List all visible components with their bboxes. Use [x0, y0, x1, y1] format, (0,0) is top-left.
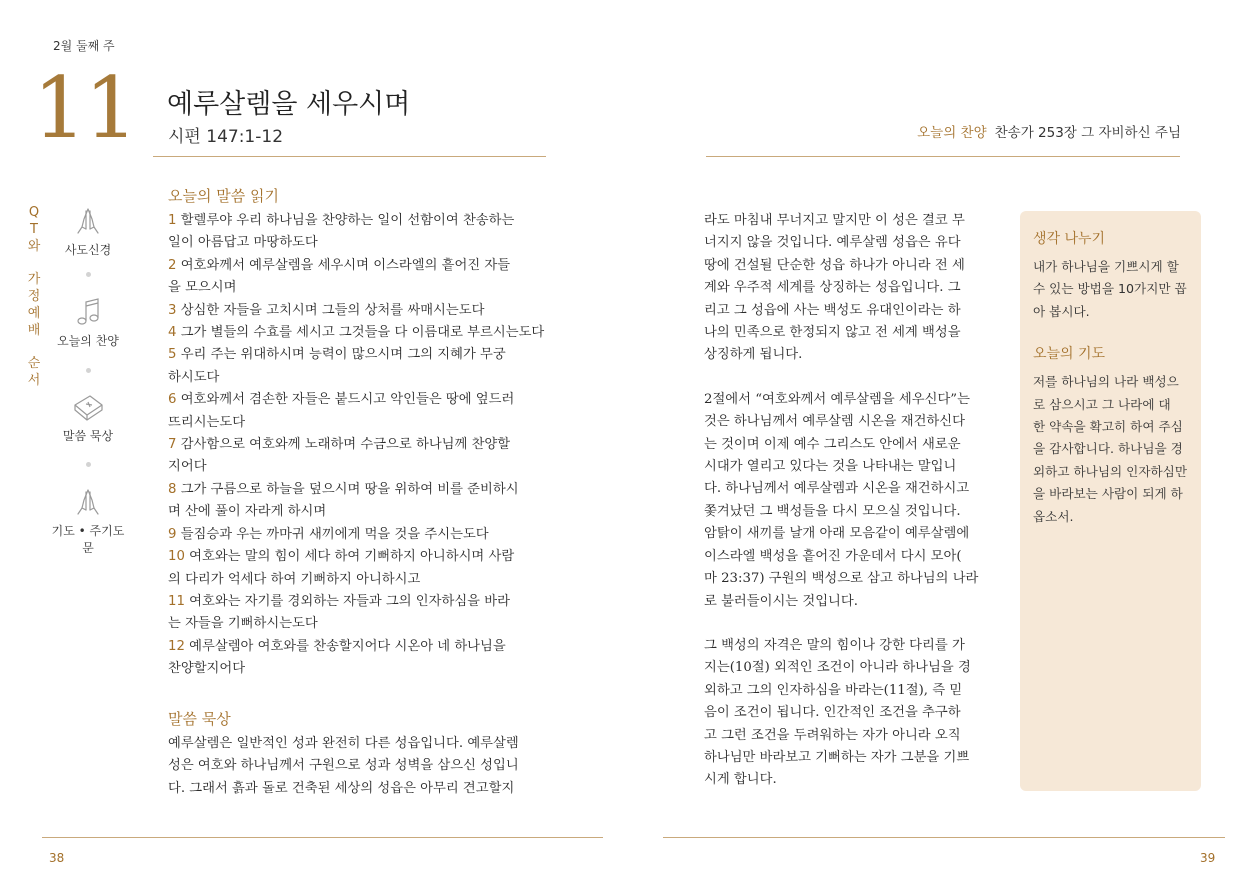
verse-text: 하시도다 [168, 369, 220, 385]
verse-text: 여호와는 자기를 경외하는 자들과 그의 인자하심을 바라 [189, 593, 510, 609]
hymn-value: 찬송가 253장 그 자비하신 주님 [994, 125, 1181, 141]
verse-number: 3 [168, 302, 177, 318]
reading-verses [168, 210, 563, 681]
text-line: 옵소서. [1033, 508, 1074, 524]
verse-line [168, 591, 563, 613]
verse-text: 을 모으시며 [168, 280, 237, 296]
verse [168, 255, 563, 300]
verse-line [168, 412, 563, 434]
text-line: 외하고 하나님의 인자하심만 [1033, 463, 1187, 479]
verse-line [168, 434, 563, 456]
verse [168, 322, 563, 344]
verse-line [168, 546, 563, 568]
verse-number: 12 [168, 638, 185, 654]
text-line: 이스라엘 백성을 흩어진 가운데서 다시 모아( [704, 548, 962, 564]
text-line: 너지지 않을 것입니다. 예루살렘 성읍은 유다 [704, 235, 961, 251]
verse [168, 210, 563, 255]
verse-text: 그가 구름으로 하늘을 덮으시며 땅을 위하여 비를 준비하시 [180, 481, 519, 497]
praying-hands-icon [70, 486, 106, 518]
verse-line [168, 255, 563, 277]
side-item-hymn [50, 296, 126, 349]
share-heading: 생각 나누기 [1033, 231, 1106, 247]
verse-number: 9 [168, 526, 177, 542]
verse-line [168, 613, 563, 635]
vertical-char: 가 [27, 272, 41, 287]
verse [168, 636, 563, 681]
side-item-creed [50, 205, 126, 258]
verse-text: 감사함으로 여호와께 노래하며 수금으로 하나님께 찬양할 [180, 437, 511, 453]
vertical-char: 정 [27, 289, 41, 304]
text-line: 리고 그 성읍에 사는 백성도 유대인이라는 하 [704, 302, 961, 318]
verse-text: 의 다리가 억세다 하여 기뻐하지 아니하시고 [168, 571, 421, 587]
meditation-paragraph [704, 389, 1004, 613]
verse [168, 344, 563, 389]
verse-text: 여호와께서 예루살렘을 세우시며 이스라엘의 흩어진 자들 [180, 257, 511, 273]
text-line: 다. 하나님께서 예루살렘과 시온을 재건하시고 [704, 481, 970, 497]
text-line: 고 그런 조건을 두려워하는 자가 아니라 오직 [704, 727, 961, 743]
verse-number: 10 [168, 549, 185, 565]
text-line: 아 봅시다. [1033, 303, 1090, 319]
bible-icon [70, 391, 106, 423]
praying-hands-icon [70, 205, 106, 237]
verse-line [168, 232, 563, 254]
text-line: 시게 합니다. [704, 772, 777, 788]
vertical-char: 배 [27, 323, 41, 338]
verse-line [168, 344, 563, 366]
meditation-paragraph [704, 210, 1004, 367]
prayer-text [1033, 371, 1189, 528]
share-text [1033, 256, 1189, 323]
verse-number: 7 [168, 437, 177, 453]
text-line: 나의 민족으로 한정되지 않고 전 세계 백성을 [704, 325, 961, 341]
verse [168, 524, 563, 546]
verse-line [168, 277, 563, 299]
verse-text: 찬양할지어다 [168, 661, 246, 677]
verse-text: 예루살렘아 여호와를 찬송할지어다 시온아 네 하나님을 [189, 638, 506, 654]
text-line: 상징하게 됩니다. [704, 347, 803, 363]
vertical-char: Q [28, 205, 40, 220]
text-line: 2절에서 “여호와께서 예루살렘을 세우신다”는 [704, 391, 970, 407]
verse-text: 들짐승과 우는 까마귀 새끼에게 먹을 것을 주시는도다 [180, 526, 489, 542]
verse-number: 2 [168, 257, 177, 273]
verse-number: 1 [168, 213, 177, 228]
text-line: 을 바라보는 사람이 되게 하 [1033, 486, 1183, 502]
verse-line [168, 322, 563, 344]
hymn-label: 오늘의 찬양 [917, 125, 987, 141]
week-label: 2월 둘째 주 [53, 39, 115, 53]
vertical-char: 와 [27, 239, 41, 254]
text-line: 는 것이며 이제 예수 그리스도 안에서 새로운 [704, 436, 961, 452]
verse-text: 뜨리시는도다 [168, 414, 246, 430]
verse-line [168, 501, 563, 523]
meditation-left [168, 733, 563, 800]
verse-line [168, 367, 563, 389]
meditation-right [704, 210, 1004, 814]
verse-line [168, 636, 563, 658]
text-line: 계와 우주적 세계를 상징하는 성읍입니다. 그 [704, 280, 961, 296]
footer-divider-right [663, 837, 1225, 838]
text-line: 수 있는 방법을 10가지만 꼽 [1033, 281, 1187, 297]
text-line: 한 약속을 확고히 하여 주심 [1033, 419, 1183, 435]
verse [168, 591, 563, 636]
verse-line [168, 300, 563, 322]
text-line: 로 삼으시고 그 나라에 대 [1033, 396, 1171, 412]
verse-text: 일이 아름답고 마땅하도다 [168, 235, 318, 251]
verse-text: 여호와께서 겸손한 자들은 붙드시고 악인들은 땅에 엎드러 [180, 392, 515, 408]
todays-hymn [917, 121, 1181, 141]
side-item-label: 기도 • 주기도문 [51, 524, 125, 555]
text-line: 하나님만 바라보고 기뻐하는 자가 그분을 기쁘 [704, 749, 970, 765]
page-number-left: 38 [49, 851, 65, 865]
verse-number: 4 [168, 325, 177, 341]
verse-number: 6 [168, 392, 177, 408]
verse-number: 5 [168, 347, 177, 363]
text-line: 지는(10절) 외적인 조건이 아니라 하나님을 경 [704, 660, 971, 676]
text-line: 음이 조건이 됩니다. 인간적인 조건을 추구하 [704, 705, 961, 721]
verse-text: 상심한 자들을 고치시며 그들의 상처를 싸매시는도다 [180, 302, 485, 318]
verse [168, 389, 563, 434]
page-title: 예루살렘을 세우시며 [167, 89, 411, 120]
text-line: 을 감사합니다. 하나님을 경 [1033, 441, 1183, 457]
music-note-icon [70, 296, 106, 328]
vertical-char: 순 [27, 356, 41, 371]
verse-text: 여호와는 말의 힘이 세다 하여 기뻐하지 아니하시며 사람 [189, 549, 515, 565]
verse-text: 며 산에 풀이 자라게 하시며 [168, 504, 327, 520]
text-line: 외하고 그의 인자하심을 바라는(11절), 즉 믿 [704, 682, 963, 698]
text-line: 저를 하나님의 나라 백성으 [1033, 374, 1179, 390]
meditation-heading: 말씀 묵상 [168, 710, 231, 728]
side-item-meditation [50, 391, 126, 444]
text-line: 마 23:37) 구원의 백성으로 삼고 하나님의 나라 [704, 571, 979, 587]
text-line: 쫓겨났던 그 백성들을 다시 모으실 것입니다. [704, 503, 961, 519]
prayer-heading: 오늘의 기도 [1033, 346, 1106, 363]
reflection-box [1020, 211, 1201, 791]
verse [168, 300, 563, 322]
verse-number: 8 [168, 481, 177, 497]
text-line: 그 백성의 자격은 말의 힘이나 강한 다리를 가 [704, 637, 965, 653]
verse-text: 우리 주는 위대하시며 능력이 많으시며 그의 지혜가 무궁 [180, 347, 506, 363]
text-line: 내가 하나님을 기쁘시게 할 [1033, 259, 1179, 274]
title-divider [153, 156, 546, 157]
verse-line [168, 210, 563, 232]
passage-reference: 시편 147:1-12 [168, 127, 284, 147]
side-item-label: 오늘의 찬양 [57, 334, 119, 348]
verse-text: 할렐루야 우리 하나님을 찬양하는 일이 선함이여 찬송하는 [180, 213, 515, 228]
verse [168, 479, 563, 524]
vertical-label [26, 204, 42, 389]
side-dot [86, 462, 91, 467]
verse-line [168, 569, 563, 591]
text-line: 시대가 열리고 있다는 것을 나타내는 말입니 [704, 459, 957, 475]
vertical-char: 서 [27, 373, 41, 388]
text-line: 다. 그래서 흙과 돌로 건축된 세상의 성읍은 아무리 견고할지 [168, 780, 515, 796]
verse-text: 지어다 [168, 459, 207, 475]
vertical-char: T [30, 222, 38, 237]
side-item-label: 말씀 묵상 [62, 429, 114, 443]
verse-text: 는 자들을 기뻐하시는도다 [168, 616, 318, 632]
text-line: 암탉이 새끼를 날개 아래 모음같이 예루살렘에 [704, 526, 970, 542]
side-item-prayer [50, 486, 126, 556]
vertical-char: 예 [27, 306, 41, 321]
verse [168, 546, 563, 591]
meditation-paragraph [704, 635, 1004, 792]
text-line: 성은 여호와 하나님께서 구원으로 성과 성벽을 삼으신 성입니 [168, 758, 519, 774]
text-line: 것은 하나님께서 예루살렘 시온을 재건하신다 [704, 414, 965, 430]
verse-line [168, 389, 563, 411]
verse-number: 11 [168, 593, 185, 609]
verse-line [168, 456, 563, 478]
text-line: 예루살렘은 일반적인 성과 완전히 다른 성읍입니다. 예루살렘 [168, 736, 519, 751]
reading-heading: 오늘의 말씀 읽기 [168, 187, 279, 205]
text-line: 땅에 건설될 단순한 성읍 하나가 아니라 전 세 [704, 257, 965, 273]
day-number: 11 [33, 59, 136, 157]
verse-line [168, 658, 563, 680]
page-number-right: 39 [1200, 851, 1216, 865]
verse [168, 434, 563, 479]
hymn-divider [706, 156, 1180, 157]
side-item-label: 사도신경 [64, 243, 112, 257]
verse-line [168, 524, 563, 546]
verse-line [168, 479, 563, 501]
text-line: 라도 마침내 무너지고 말지만 이 성은 결코 무 [704, 213, 965, 228]
footer-divider-left [42, 837, 603, 838]
side-dot [86, 272, 91, 277]
side-dot [86, 368, 91, 373]
verse-text: 그가 별들의 수효를 세시고 그것들을 다 이름대로 부르시는도다 [180, 325, 545, 341]
text-line: 로 불러들이시는 것입니다. [704, 593, 858, 609]
